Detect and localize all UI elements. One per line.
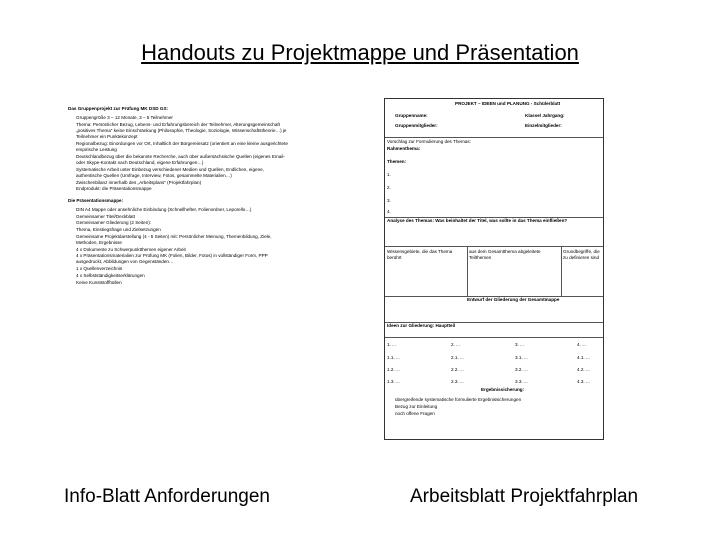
divider bbox=[467, 246, 468, 296]
list-item: • Deutschlandbezug über die bekannte Recherche, auch über außersächsische Quellen (eigenes Email- oder Skype-Kontakt nach Deutschland, eigene Erfahrungen…) bbox=[76, 154, 290, 166]
list-item: • Keine Kunststoffhüllen bbox=[76, 280, 290, 286]
outline-cell: 3. ... bbox=[515, 342, 524, 347]
list-item: übergreifende systematische formulierte Ergebnissicherungen bbox=[395, 397, 522, 402]
field-label: Einzelmitglieder: bbox=[525, 123, 562, 128]
outline-cell: 2. ... bbox=[451, 342, 460, 347]
topics-label: Themen: bbox=[387, 159, 407, 164]
info-sheet-list bbox=[68, 115, 290, 192]
divider bbox=[561, 246, 562, 296]
outline-cell: 3.1. ... bbox=[515, 355, 528, 360]
outline-cell: 1.3. ... bbox=[387, 379, 400, 384]
worksheet-title: PROJEKT – IDEEN und PLANUNG - Schülerblatt bbox=[455, 101, 561, 106]
outline-cell: 2.2. ... bbox=[451, 367, 464, 372]
outline-cell: 4.1. ... bbox=[577, 355, 590, 360]
list-item: • 1 x Quellenverzeichnis bbox=[76, 266, 290, 272]
list-item: • Gruppengröße 3 – 12 Monate, 3 – 5 Teilnehmer bbox=[76, 115, 290, 121]
list-item: • 4 x Präsentationsmaterialien zur Prüfung MK (Folien, Bilder, Fotos) in vollständiger Form, PPP ausgedruckt, Abbildungen von Gegenständen… bbox=[76, 253, 290, 265]
grid-header: Grundbegriffe, die zu definieren sind bbox=[563, 249, 600, 260]
list-item: • 4 x Dokumente zu Schwerpunktthemen eigener Arbeit bbox=[76, 247, 290, 253]
outline-cell: 3.2. ... bbox=[515, 367, 528, 372]
analysis-label: Analyse des Themas: Was beinhaltet der Titel, was sollte in das Thema einfließen? bbox=[387, 218, 568, 223]
list-item: Bezug zur Einleitung bbox=[395, 404, 438, 409]
grid-header: aus dem Gesamtthema abgeleitete Teilthemen bbox=[469, 249, 541, 260]
list-item: noch offene Fragen bbox=[395, 411, 435, 416]
list-item: • Gemeinsamer Titel/Deckblatt bbox=[76, 214, 290, 220]
list-item: • Thema, Einstiegsfrage und Zielsetzungen bbox=[76, 227, 290, 233]
list-item: • Gemeinsame Projektdarstellung (4 - 5 Seiten) mit: Persönlicher Meinung, Themenbildung, Ziele, Methoden, Ergebnisse bbox=[76, 234, 290, 246]
divider bbox=[385, 337, 603, 338]
design-label: Entwurf der Gliederung der Gesamtmappe bbox=[467, 297, 560, 302]
topic-number: 4. bbox=[387, 209, 391, 214]
results-label: Ergebnissicherung: bbox=[481, 387, 525, 392]
grid-header: Wissensgebiete, die das Thema berührt bbox=[387, 249, 453, 260]
list-item: • Zwischenbilanz innerhalb des „Arbeitsplans“ (Projektfahrplan) bbox=[76, 180, 290, 186]
info-sheet-section-heading: Die Präsentationsmappe: bbox=[68, 197, 124, 203]
outline-cell: 1.2. ... bbox=[387, 367, 400, 372]
list-item: • 4 x Selbstständigkeitserklärungen bbox=[76, 273, 290, 279]
info-sheet-list-2 bbox=[68, 207, 290, 286]
outline-cell: 4.3. ... bbox=[577, 379, 590, 384]
outline-cell: 3.3. ... bbox=[515, 379, 528, 384]
topic-number: 1. bbox=[387, 172, 391, 177]
outline-cell: 2.3. ... bbox=[451, 379, 464, 384]
field-label: Gruppenmitglieder: bbox=[395, 123, 438, 128]
field-label: Klasse/ Jahrgang: bbox=[525, 113, 565, 118]
list-item: • Gemeinsamer Gliederung (2 Seiten): bbox=[76, 220, 290, 226]
outline-cell: 1. ... bbox=[387, 342, 396, 347]
field-label: Gruppenname: bbox=[395, 113, 428, 118]
outline-cell: 1.1. ... bbox=[387, 355, 400, 360]
caption-worksheet: Arbeitsblatt Projektfahrplan bbox=[410, 486, 639, 507]
page-title: Handouts zu Projektmappe und Präsentation bbox=[141, 40, 579, 65]
outline-cell: 4. ... bbox=[577, 342, 586, 347]
list-item: • Systematische Arbeit unter Einbezug verschiedener Medien und Quellen, Endlichen, eigene, authentische Quellen (Umfrage, Interview, Fotos, gesammelte Materialien…) bbox=[76, 167, 290, 179]
caption-info-sheet: Info-Blatt Anforderungen bbox=[64, 486, 270, 507]
list-item: • Endprodukt: die Präsentationsmappe bbox=[76, 186, 290, 192]
topic-number: 2. bbox=[387, 185, 391, 190]
topic-number: 3. bbox=[387, 198, 391, 203]
list-item: • Thema: Persönlicher Bezug, Lebens- und Erfahrungsbereich der Teilnehmer, Alterungsgemeinschaft „positives Thema“ keine Einschränkung (Philosophie, Theologie, Soziologie, Wissenschaftstheorie…) je Teilnehmer ein Punktekonzept bbox=[76, 122, 290, 141]
theme-sub-label: Rahmenthema: bbox=[387, 146, 421, 151]
worksheet-thumbnail bbox=[384, 98, 604, 440]
divider bbox=[385, 137, 603, 138]
list-item: • DIN A4 Mappe oder ansehnliche Einbindung (Schnellhefter, Folienordner, Leporello…) bbox=[76, 207, 290, 213]
divider bbox=[385, 246, 603, 247]
ideas-label: Ideen zur Gliederung: Hauptteil bbox=[387, 323, 456, 328]
outline-cell: 4.2. ... bbox=[577, 367, 590, 372]
list-item: • Regionalbezug: Einordungen vor Ort, Inhaltlich der Bürgereinsatz (orientiert an eine kleine ausgerichtete empirische Leistung bbox=[76, 141, 290, 153]
info-sheet-thumbnail bbox=[68, 106, 290, 360]
outline-cell: 2.1. ... bbox=[451, 355, 464, 360]
theme-label: Vorschlag zur Formulierung des Themas: bbox=[387, 139, 471, 144]
info-sheet-heading: Das Gruppenprojekt zur Prüfung MK DSD GS: bbox=[68, 106, 169, 111]
